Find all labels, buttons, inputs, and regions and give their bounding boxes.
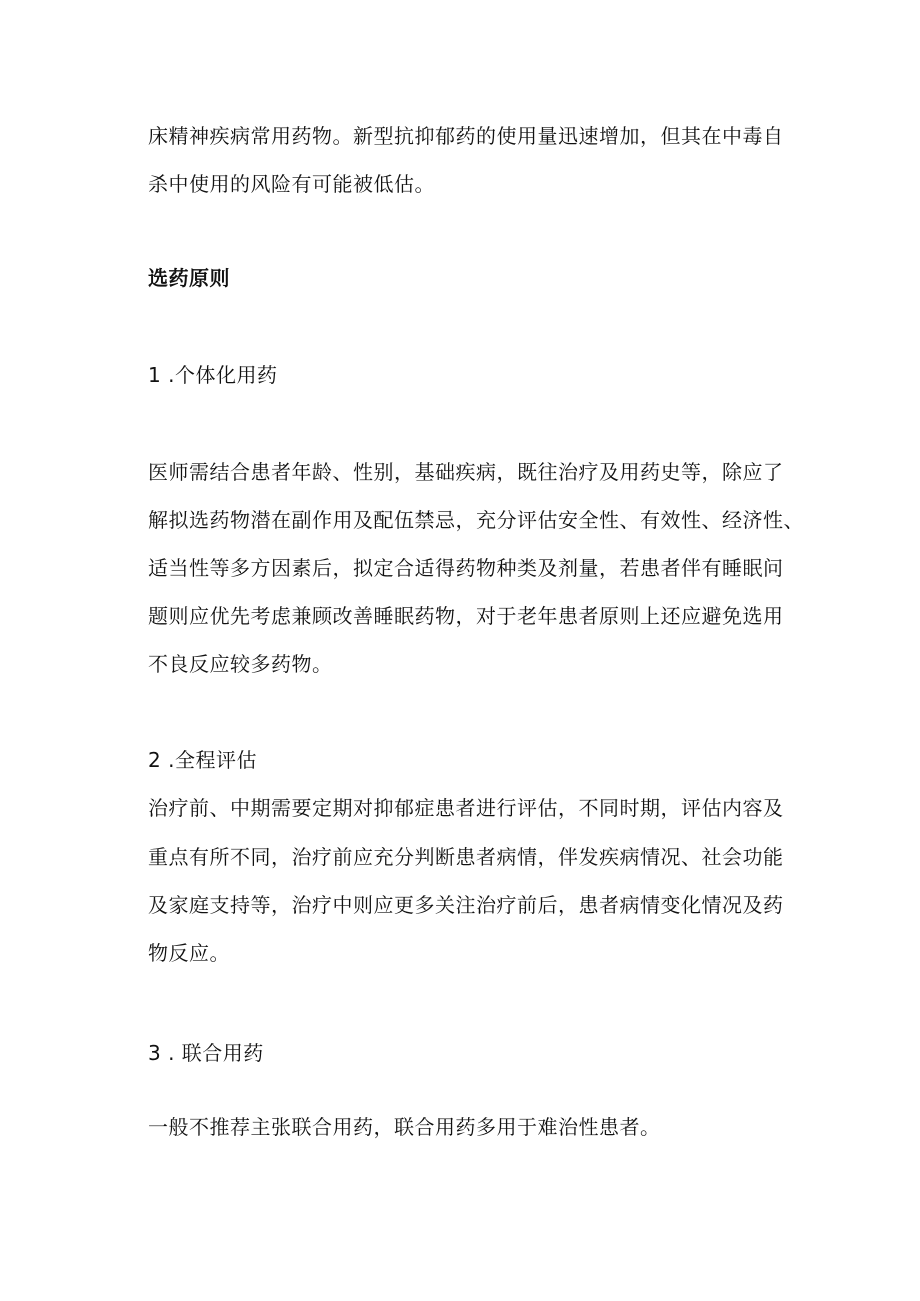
item3-title: 3 . 联合用药 — [148, 1041, 264, 1065]
item2-line-4: 物反应。 — [148, 941, 230, 965]
item1-line-5: 不良反应较多药物。 — [148, 652, 333, 676]
item1-line-1: 医师需结合患者年龄、性别，基础疾病，既往治疗及用药史等，除应了 — [148, 460, 784, 484]
item1-title: 1 .个体化用药 — [148, 363, 278, 387]
intro-line-2: 杀中使用的风险有可能被低估。 — [148, 172, 435, 196]
item1-line-4: 题则应优先考虑兼顾改善睡眠药物，对于老年患者原则上还应避免选用 — [148, 604, 784, 628]
item2-line-1: 治疗前、中期需要定期对抑郁症患者进行评估，不同时期，评估内容及 — [148, 796, 784, 820]
item2-line-2: 重点有所不同，治疗前应充分判断患者病情，伴发疾病情况、社会功能 — [148, 845, 784, 869]
item1-line-3: 适当性等多方因素后，拟定合适得药物种类及剂量，若患者伴有睡眠问 — [148, 556, 784, 580]
section-heading: 选药原则 — [148, 266, 230, 290]
intro-line-1: 床精神疾病常用药物。新型抗抑郁药的使用量迅速增加，但其在中毒自 — [148, 124, 784, 148]
item2-line-3: 及家庭支持等，治疗中则应更多关注治疗前后，患者病情变化情况及药 — [148, 893, 784, 917]
item1-line-2: 解拟选药物潜在副作用及配伍禁忌，充分评估安全性、有效性、经济性、 — [148, 508, 804, 532]
item3-line-1: 一般不推荐主张联合用药，联合用药多用于难治性患者。 — [148, 1115, 661, 1139]
item2-title: 2 .全程评估 — [148, 748, 257, 772]
